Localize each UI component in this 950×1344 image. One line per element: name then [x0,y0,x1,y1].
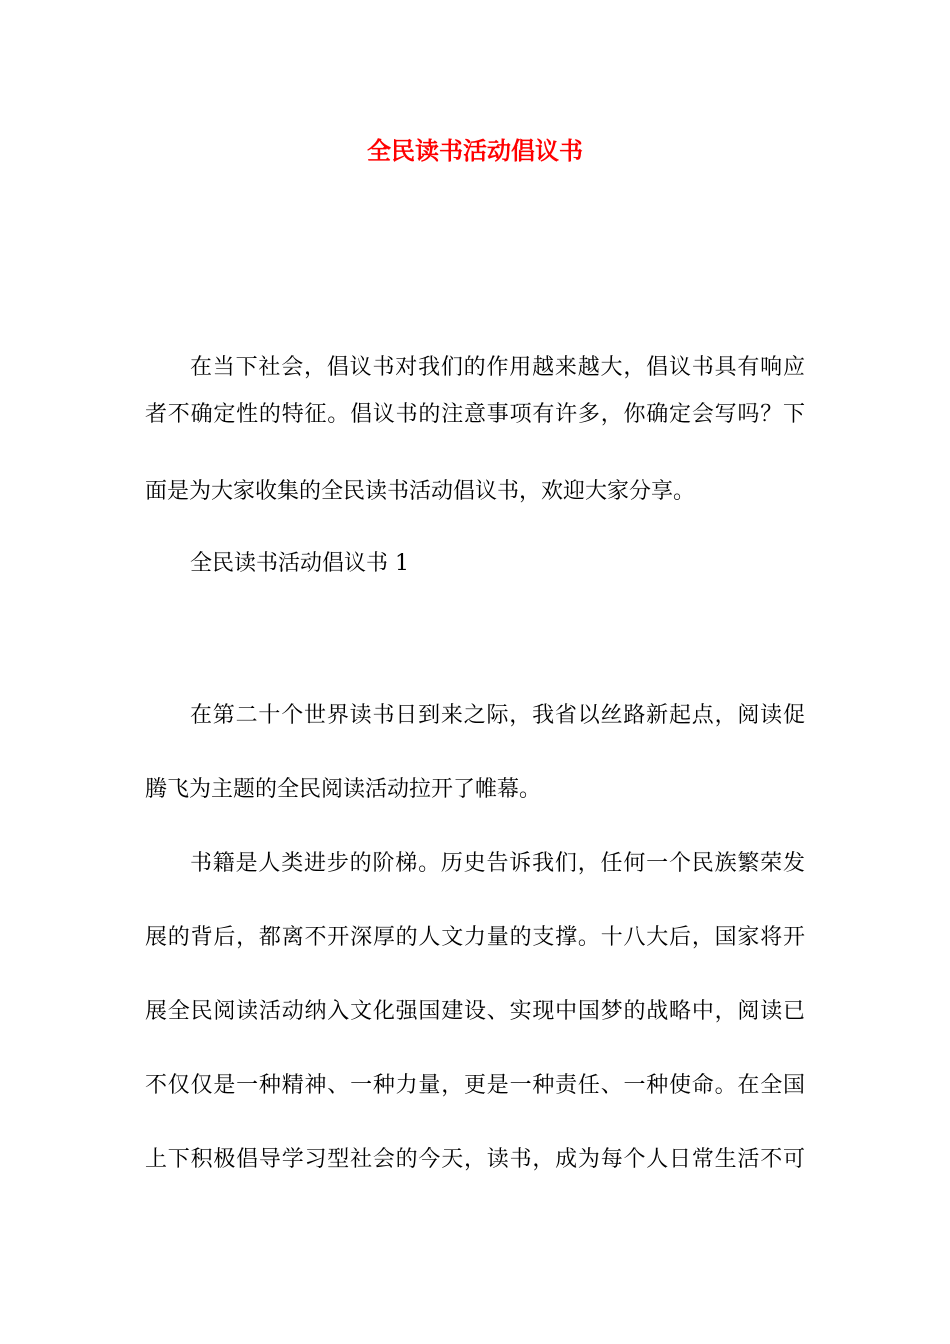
section-heading: 全民读书活动倡议书 1 [190,551,409,576]
para2-line-5: 上下积极倡导学习型社会的今天，读书，成为每个人日常生活不可 [145,1147,805,1172]
intro-line-2: 者不确定性的特征。倡议书的注意事项有许多，你确定会写吗？下 [145,402,805,427]
para1-line-1: 在第二十个世界读书日到来之际，我省以丝路新起点，阅读促 [190,703,805,728]
para2-line-4: 不仅仅是一种精神、一种力量，更是一种责任、一种使命。在全国 [145,1073,805,1098]
para2-line-3: 展全民阅读活动纳入文化强国建设、实现中国梦的战略中，阅读已 [145,999,805,1024]
document-title: 全民读书活动倡议书 [367,136,583,165]
intro-line-1: 在当下社会，倡议书对我们的作用越来越大，倡议书具有响应 [190,355,805,380]
intro-line-3: 面是为大家收集的全民读书活动倡议书，欢迎大家分享。 [145,479,696,504]
para1-line-2: 腾飞为主题的全民阅读活动拉开了帷幕。 [145,777,542,802]
para2-line-1: 书籍是人类进步的阶梯。历史告诉我们，任何一个民族繁荣发 [190,851,805,876]
para2-line-2: 展的背后，都离不开深厚的人文力量的支撑。十八大后，国家将开 [145,925,805,950]
